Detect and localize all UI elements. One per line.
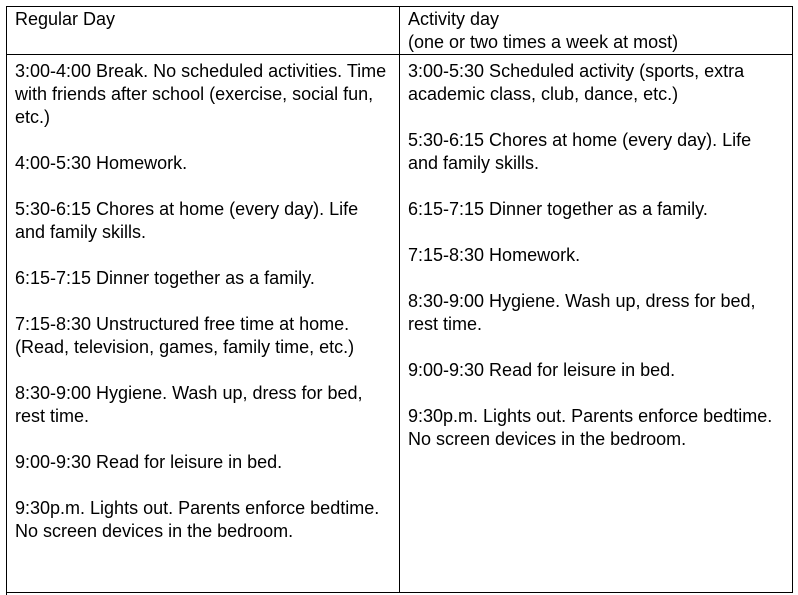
activity-day-cell	[400, 55, 793, 593]
activity-entry: 9:30p.m. Lights out. Parents enforce bedtime. No screen devices in the bedroom.	[408, 406, 773, 449]
regular-entry: 9:00-9:30 Read for leisure in bed.	[15, 452, 283, 472]
header-regular-day	[7, 7, 400, 55]
schedule-row	[7, 55, 793, 593]
header-row	[7, 7, 793, 55]
regular-day-cell	[7, 55, 400, 593]
activity-entry: 6:15-7:15 Dinner together as a family.	[408, 199, 708, 219]
header-activity-day-label: Activity day	[408, 9, 500, 29]
header-regular-day-label: Regular Day	[15, 9, 116, 29]
activity-entry: 3:00-5:30 Scheduled activity (sports, extra academic class, club, dance, etc.)	[408, 61, 745, 104]
regular-entry: 4:00-5:30 Homework.	[15, 153, 188, 173]
regular-entry: 3:00-4:00 Break. No scheduled activities. Time with friends after school (exercise, social fun, etc.)	[15, 61, 387, 127]
activity-entry: 7:15-8:30 Homework.	[408, 245, 581, 265]
activity-entry: 8:30-9:00 Hygiene. Wash up, dress for bed, rest time.	[408, 291, 756, 334]
activity-entry: 9:00-9:30 Read for leisure in bed.	[408, 360, 676, 380]
regular-entry: 7:15-8:30 Unstructured free time at home. (Read, television, games, family time, etc.)	[15, 314, 355, 357]
regular-entry: 9:30p.m. Lights out. Parents enforce bedtime. No screen devices in the bedroom.	[15, 498, 380, 541]
schedule-table	[6, 6, 793, 593]
activity-entry: 5:30-6:15 Chores at home (every day). Life and family skills.	[408, 130, 752, 173]
header-activity-day	[400, 7, 793, 55]
regular-entry: 8:30-9:00 Hygiene. Wash up, dress for bed, rest time.	[15, 383, 363, 426]
header-activity-day-note: (one or two times a week at most)	[408, 32, 679, 52]
regular-entry: 6:15-7:15 Dinner together as a family.	[15, 268, 315, 288]
table-edge-line	[6, 584, 7, 595]
regular-entry: 5:30-6:15 Chores at home (every day). Life and family skills.	[15, 199, 359, 242]
